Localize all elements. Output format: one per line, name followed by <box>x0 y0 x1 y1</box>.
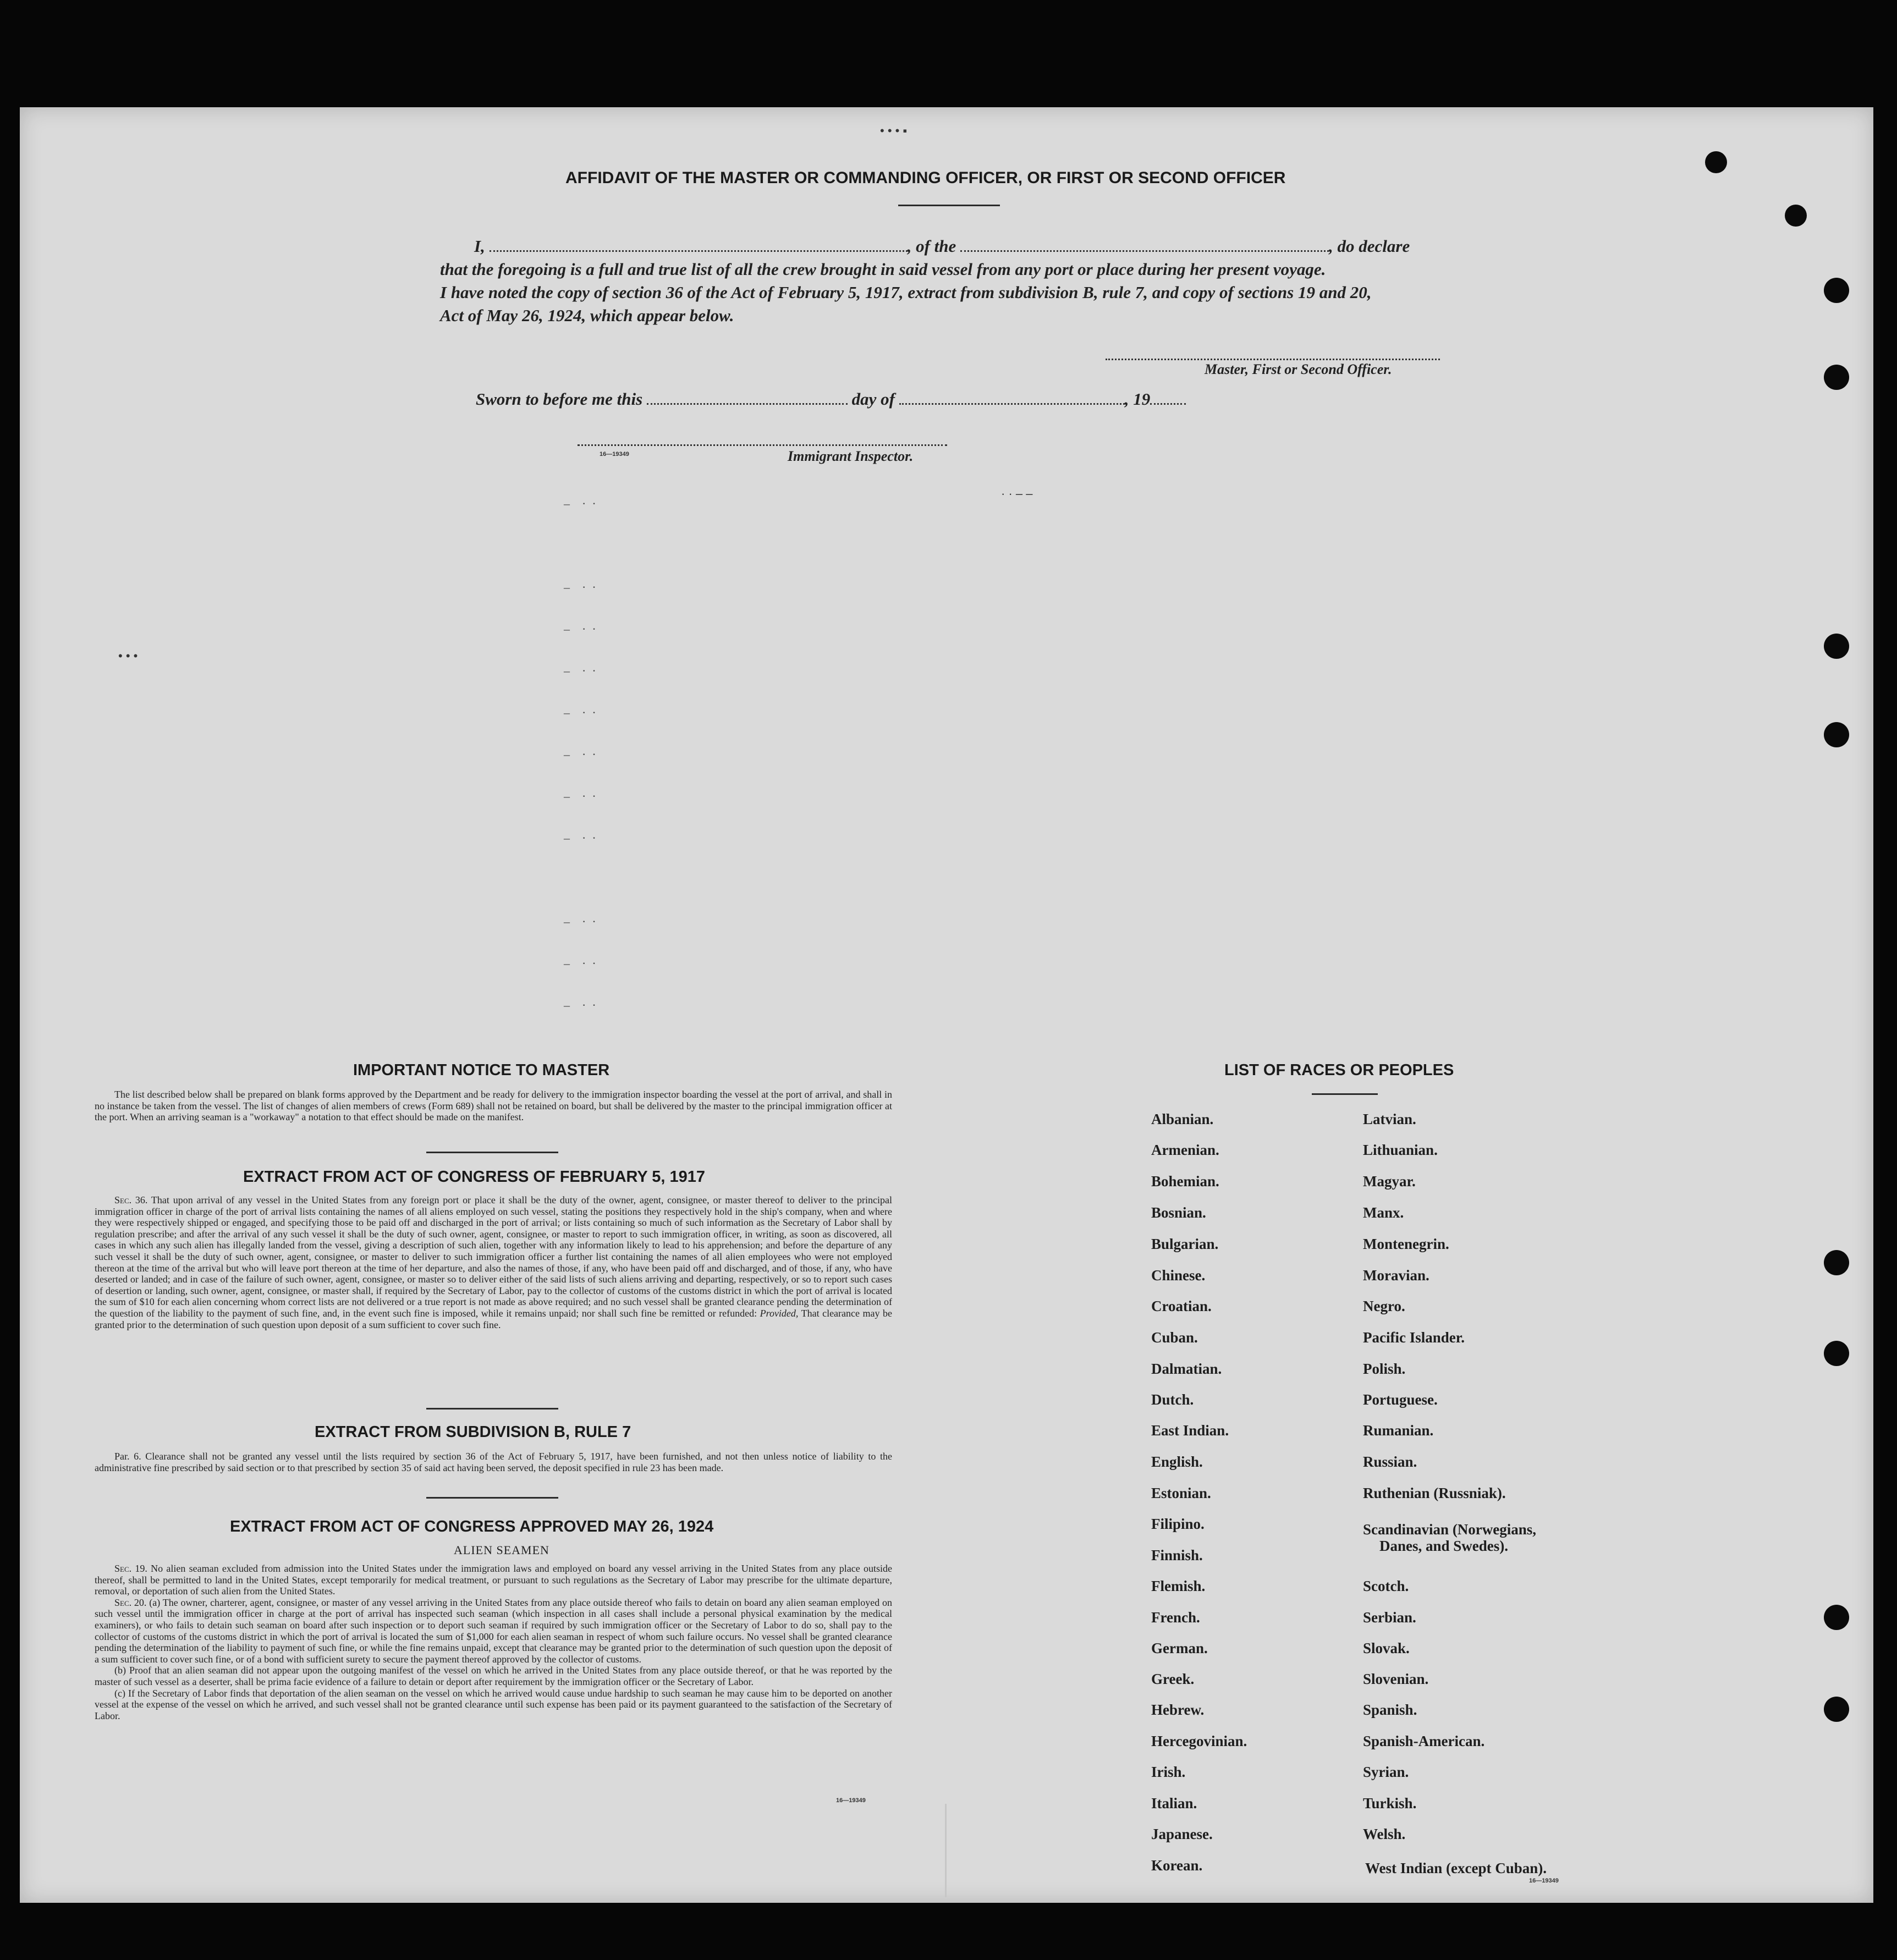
form-number-extracts: 16—19349 <box>836 1797 866 1804</box>
race-item: Japanese. <box>1151 1826 1213 1842</box>
race-item: Polish. <box>1363 1361 1406 1377</box>
punch-hole <box>1824 722 1849 747</box>
sworn-start: Sworn to before me this <box>476 389 643 409</box>
race-item: Flemish. <box>1151 1578 1206 1594</box>
race-item: Korean. <box>1151 1857 1203 1874</box>
affidavit-i: I, <box>474 236 485 256</box>
race-item: Slovak. <box>1363 1640 1410 1656</box>
race-item: Montenegrin. <box>1363 1236 1449 1252</box>
sworn-month-blank[interactable] <box>899 391 1125 405</box>
races-title-rule <box>1312 1093 1378 1095</box>
race-item: German. <box>1151 1640 1208 1656</box>
race-item: Syrian. <box>1363 1764 1409 1780</box>
notice-text <box>95 1089 892 1123</box>
race-item: Russian. <box>1363 1454 1417 1470</box>
race-item: Scotch. <box>1363 1578 1409 1594</box>
race-item: Greek. <box>1151 1671 1195 1687</box>
punch-hole <box>1824 1341 1849 1366</box>
race-item: Irish. <box>1151 1764 1186 1780</box>
race-item: Albanian. <box>1151 1111 1214 1127</box>
punch-hole <box>1785 205 1807 227</box>
notice-paragraph: The list described below shall be prepared on blank forms approved by the Department and be ready for delivery to the immigration inspector boarding the vessel at the port of arrival, and shall in no instance be taken from the vessel. The list of changes of alien members of crews (Form 689) shall not be retained on board, but shall be delivered by the master to the principal immigration officer at the port. When an arriving seaman is a "workaway" a notation to that effect should be made on the manifest. <box>95 1089 892 1123</box>
race-item: Spanish. <box>1363 1702 1417 1718</box>
rule-7-paragraph: Par. 6. Clearance shall not be granted any vessel until the lists required by section 36 of the Act of February 5, 1917, have been furnished, and not then unless notice of liability to the administrative fine prescribed by said section or to that prescribed by section 35 of said act having been served, the deposit specified in rule 23 has been made. <box>95 1451 892 1473</box>
stray-mark: • • • ▪ <box>880 124 908 137</box>
sworn-year-blank[interactable] <box>1150 391 1186 405</box>
sec-19-text: No alien seaman excluded from admission into the United States under the immigration laws and employed on board any vessel arriving in the United States from any place outside thereof, shall be permitted to land in the United States, except temporarily for medical treatment, or pursuant to such regulations as the Secretary of Labor may prescribe for the ultimate departure, removal, or deportation of such alien from the United States. <box>95 1563 893 1597</box>
margin-marks: ‒ · · ‒ · · ‒ · · ‒ · · ‒ · · ‒ · · ‒ · · ‒ · · ‒ · · ‒ · · ‒ · · <box>564 497 596 1012</box>
race-item: Bohemian. <box>1151 1173 1219 1190</box>
affidavit-line-4: Act of May 26, 1924, which appear below. <box>440 306 734 325</box>
page-fold <box>945 1804 947 1897</box>
affidavit-of-the: , of the <box>907 236 956 256</box>
proviso-text: That clearance may be granted prior to the determination of such question upon deposit of a sum sufficient to cover such fine. <box>95 1307 892 1330</box>
alien-seamen-subtitle: ALIEN SEAMEN <box>454 1543 549 1557</box>
extract-1924-title: EXTRACT FROM ACT OF CONGRESS APPROVED MAY 26, 1924 <box>230 1518 714 1535</box>
rule-7-text <box>95 1451 892 1473</box>
form-number: 16—19349 <box>600 451 629 458</box>
proviso-label: Provided, <box>760 1307 799 1319</box>
race-item: Bosnian. <box>1151 1204 1206 1221</box>
form-number-races: 16—19349 <box>1529 1878 1559 1884</box>
sec-20a-text: (a) The owner, charterer, agent, consignee, or master of any vessel arriving in the United States from any place outside thereof who fails to detain on board any alien seaman employed on such vessel until the immigration officer in charge at the port of arrival has inspected such seaman (which inspection in all cases shall include a personal physical examination by the medical examiners), or who fails to detain such seaman on board after such inspection or to deport such seaman if required by such immigration officer or the Secretary of Labor to do so, shall pay to the collector of customs of the customs district in which the port of arrival is located the sum of $1,000 for each alien seaman in respect of whom such failure occurs. No vessel shall be granted clearance pending the determination of the liability to payment of such fine, or while the fine remains unpaid, except that clearance may be granted prior to the determination of such question upon the deposit of a sum sufficient to cover such fine, or of a bond with sufficient surety to secure the payment thereof approved by the collector of customs. <box>95 1596 893 1665</box>
notice-rule <box>426 1152 558 1153</box>
stray-mark: · · ‒ ‒ <box>1001 487 1033 500</box>
race-item: Dalmatian. <box>1151 1361 1222 1377</box>
race-item: Welsh. <box>1363 1826 1406 1842</box>
punch-hole <box>1824 1250 1849 1275</box>
race-item: Filipino. <box>1151 1516 1205 1532</box>
race-item: Chinese. <box>1151 1267 1206 1284</box>
race-item: Latvian. <box>1363 1111 1416 1127</box>
sec-36-text: That upon arrival of any vessel in the United States from any foreign port or place it shall be the duty of the owner, agent, consignee, or master thereof to deliver to the principal immigration officer in charge of the port of arrival lists containing the names of all aliens employed on such vessel, stating the positions they respectively hold in the ship's company, when and where they were respectively shipped or engaged, and specifying those to be paid off and discharged in the port of arrival; or lists containing so much of such information as the Secretary of Labor shall by regulation prescribe; and after the arrival of any such vessel it shall be the duty of such owner, agent, consignee, or master to report to such immigration officer, in writing, as soon as discovered, all cases in which any such alien has illegally landed from the vessel, giving a description of such alien, together with any information likely to lead to his apprehension; and before the departure of any such vessel it shall be the duty of such owner, agent, consignee, or master to deliver to such immigration officer a further list containing the names of all alien employees who were not employed thereon at the time of the arrival but who will leave port thereon at the time of her departure, and also the names of those, if any, who have been paid off and discharged, and of those, if any, who have deserted or landed; and in case of the failure of such owner, agent, consignee, or master so to deliver either of the said lists of such aliens arriving and departing, respectively, or so to report such cases of desertion or landing, such owner, agent, consignee, or master shall, if required by the Secretary of Labor, pay to the collector of customs of the customs district in which the port of arrival is located the sum of $10 for each alien concerning whom correct lists are not delivered or a true report is not made as above required; and no such vessel shall be granted clearance pending the determination of the question of the liability to the payment of such fine, and, in the event such fine is imposed, while it remains unpaid; nor shall such fine be remitted or refunded: <box>95 1194 892 1319</box>
extract-1917-rule <box>426 1408 558 1410</box>
sec-20b-text: (b) Proof that an alien seaman did not appear upon the outgoing manifest of the vessel on which he arrived in the United States from any place outside thereof, or that he was reported by the master of such vessel as a deserter, shall be prima facie evidence of a failure to detain or deport after requirement by the immigration officer or the Secretary of Labor. <box>95 1665 892 1687</box>
race-item: Serbian. <box>1363 1609 1416 1626</box>
affidavit-title: AFFIDAVIT OF THE MASTER OR COMMANDING OFFICER, OR FIRST OR SECOND OFFICER <box>565 169 1286 187</box>
race-item: Turkish. <box>1363 1795 1417 1812</box>
race-item: Scandinavian (Norwegians, <box>1363 1521 1537 1538</box>
stray-mark: • • • <box>118 649 138 663</box>
sec-20c-text: (c) If the Secretary of Labor finds that deportation of the alien seaman on the vessel on which he arrived would cause undue hardship to such seaman he may cause him to be deported on another vessel at the expense of the vessel on which he arrived, and such vessel shall not be granted clearance until such expense has been paid or its payment guaranteed to the satisfaction of the Secretary of Labor. <box>95 1687 892 1721</box>
affidavit-line-1 <box>474 236 1410 256</box>
master-signature-line[interactable] <box>1106 359 1440 360</box>
race-item: Estonian. <box>1151 1485 1211 1501</box>
extract-1917-title: EXTRACT FROM ACT OF CONGRESS OF FEBRUARY 5, 1917 <box>243 1168 706 1186</box>
sec-19-label: Sec. 19. <box>114 1563 147 1574</box>
sec-20-label: Sec. 20. <box>114 1596 147 1608</box>
race-item: Lithuanian. <box>1363 1142 1438 1158</box>
rule-7-rule <box>426 1497 558 1499</box>
race-item: Danes, and Swedes). <box>1379 1538 1509 1554</box>
punch-hole <box>1824 365 1849 390</box>
race-item: East Indian. <box>1151 1422 1229 1439</box>
affidavit-line-3: I have noted the copy of section 36 of the Act of February 5, 1917, extract from subdivision B, rule 7, and copy of sections 19 and 20, <box>440 283 1372 302</box>
race-item: Croatian. <box>1151 1298 1212 1314</box>
punch-hole <box>1824 278 1849 303</box>
sworn-line <box>476 389 1186 409</box>
sec-36-label: Sec. 36. <box>114 1194 148 1205</box>
race-item: Armenian. <box>1151 1142 1219 1158</box>
race-item: Hebrew. <box>1151 1702 1205 1718</box>
race-item: Finnish. <box>1151 1547 1203 1563</box>
affidavit-line-2: that the foregoing is a full and true list of all the crew brought in said vessel from any port or place during her present voyage. <box>440 260 1326 279</box>
affidavit-do-declare: , do declare <box>1329 236 1410 256</box>
race-item: Portuguese. <box>1363 1391 1438 1408</box>
race-item: Rumanian. <box>1363 1422 1434 1439</box>
punch-hole <box>1824 634 1849 659</box>
race-item: Manx. <box>1363 1204 1404 1221</box>
race-item: Pacific Islander. <box>1363 1329 1465 1346</box>
rule-7-title: EXTRACT FROM SUBDIVISION B, RULE 7 <box>315 1423 631 1441</box>
affidavit-title-rule <box>898 205 1000 206</box>
race-item: Negro. <box>1363 1298 1405 1314</box>
race-item: Moravian. <box>1363 1267 1429 1284</box>
sworn-day-blank[interactable] <box>647 391 848 405</box>
race-item: West Indian (except Cuban). <box>1365 1860 1547 1876</box>
race-item: Italian. <box>1151 1795 1197 1812</box>
race-item: Hercegovinian. <box>1151 1733 1247 1749</box>
race-item: Dutch. <box>1151 1391 1194 1408</box>
race-item: French. <box>1151 1609 1200 1626</box>
name-blank[interactable] <box>490 238 908 252</box>
sworn-day-of: day of <box>851 389 895 409</box>
punch-hole <box>1705 151 1727 173</box>
inspector-signature-line[interactable] <box>578 444 947 446</box>
punch-hole <box>1824 1605 1849 1630</box>
notice-title: IMPORTANT NOTICE TO MASTER <box>353 1061 610 1079</box>
race-item: Ruthenian (Russniak). <box>1363 1485 1506 1501</box>
race-item: English. <box>1151 1454 1203 1470</box>
master-caption: Master, First or Second Officer. <box>1205 361 1392 377</box>
race-item: Bulgarian. <box>1151 1236 1219 1252</box>
race-item: Cuban. <box>1151 1329 1198 1346</box>
race-item: Slovenian. <box>1363 1671 1429 1687</box>
punch-hole <box>1824 1697 1849 1722</box>
inspector-caption: Immigrant Inspector. <box>788 448 914 464</box>
race-item: Magyar. <box>1363 1173 1416 1190</box>
extract-1924-text <box>95 1563 892 1721</box>
races-title: LIST OF RACES OR PEOPLES <box>1224 1061 1454 1079</box>
race-item: Spanish-American. <box>1363 1733 1485 1749</box>
extract-1917-text <box>95 1194 892 1330</box>
sworn-year: , 19 <box>1124 389 1151 409</box>
vessel-blank[interactable] <box>960 238 1329 252</box>
